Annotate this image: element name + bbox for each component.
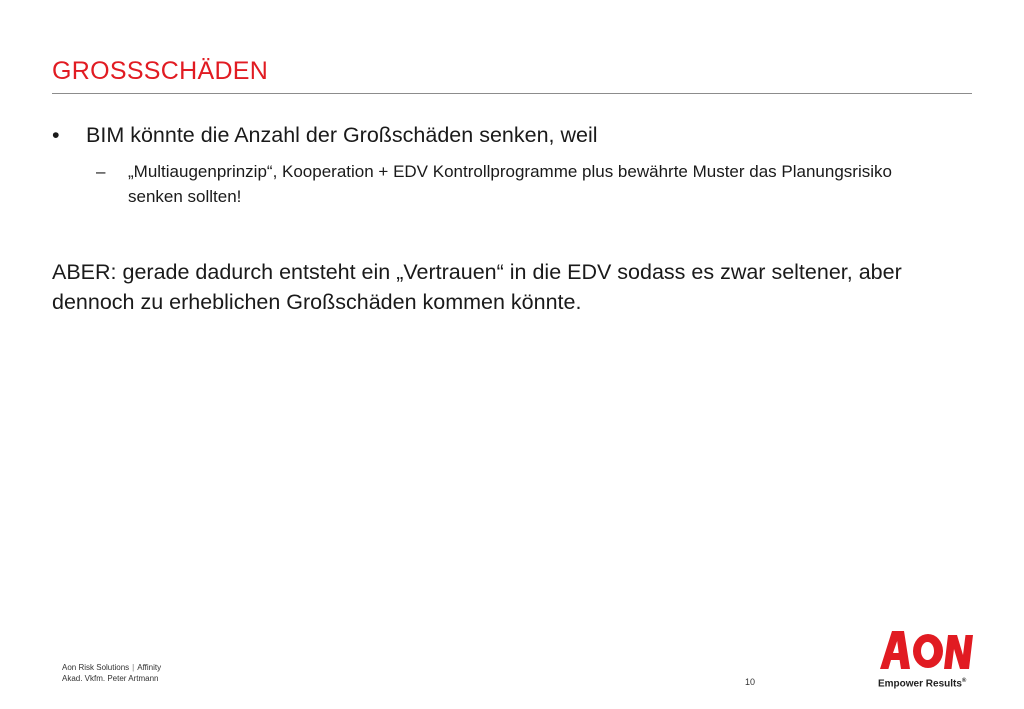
logo-tagline xyxy=(878,675,974,690)
footer-line-1 xyxy=(62,662,161,673)
footer xyxy=(62,662,161,684)
title-divider xyxy=(52,93,972,94)
body-paragraph: ABER: gerade dadurch entsteht ein „Vertrauen“ in die EDV sodass es zwar seltener, aber dennoch zu erheblichen Großschäden kommen könnte. xyxy=(52,260,902,314)
aon-logo xyxy=(878,627,974,689)
sub-bullet-item xyxy=(96,159,916,209)
sub-bullet-text: „Multiaugenprinzip“, Kooperation + EDV Kontrollprogramme plus bewährte Muster das Planungsrisiko senken sollten! xyxy=(128,162,892,206)
aon-logo-icon xyxy=(878,627,974,671)
slide-title: GROSSSCHÄDEN xyxy=(52,57,269,85)
logo-tagline-text: Empower Results xyxy=(878,678,962,690)
bullet-item xyxy=(52,121,598,149)
bullet-text: BIM könnte die Anzahl der Großschäden senken, weil xyxy=(86,123,598,147)
page-number: 10 xyxy=(745,677,756,687)
bullet-marker: • xyxy=(52,123,60,147)
sub-bullet-marker: – xyxy=(96,162,106,181)
trademark-symbol: ® xyxy=(961,678,967,684)
footer-company: Aon Risk Solutions xyxy=(62,663,130,672)
footer-separator: | xyxy=(132,663,135,672)
footer-division: Affinity xyxy=(137,663,162,672)
footer-author: Akad. Vkfm. Peter Artmann xyxy=(62,674,159,683)
